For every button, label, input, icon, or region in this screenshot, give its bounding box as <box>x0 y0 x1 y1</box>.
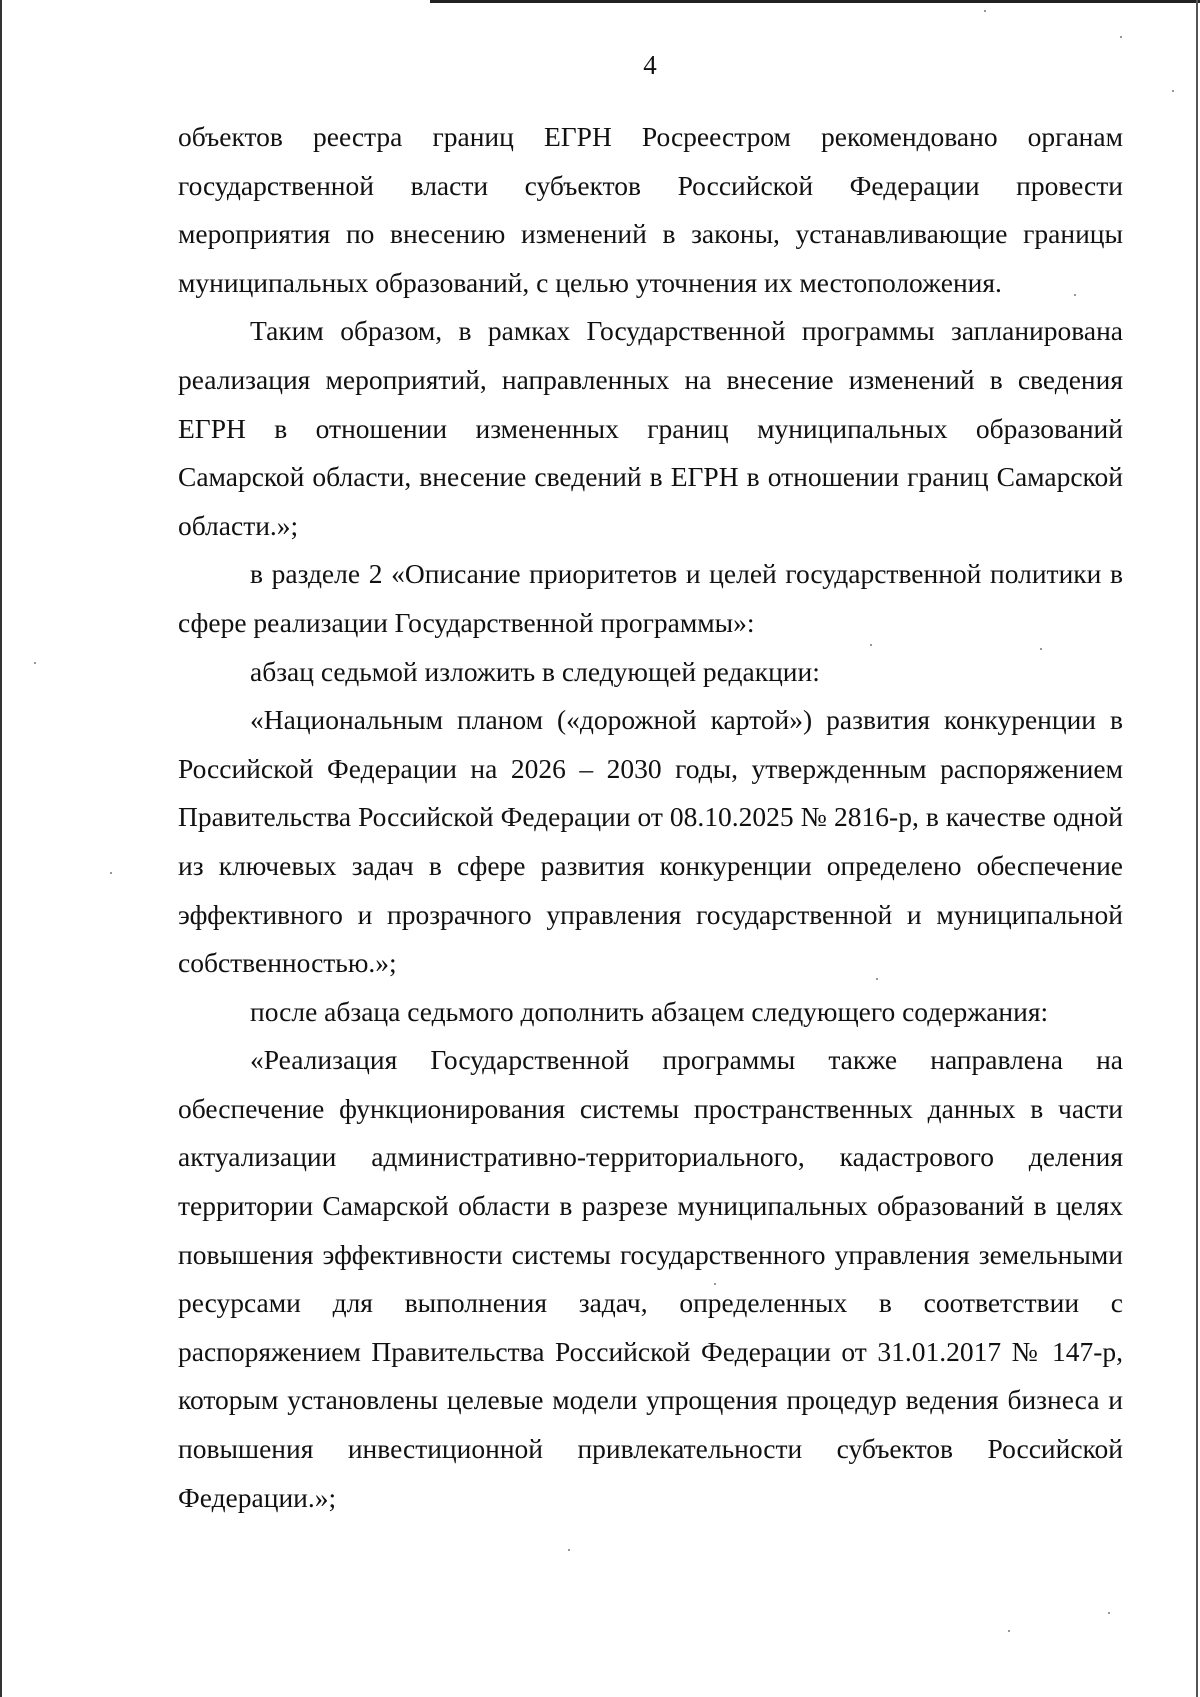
scan-speck <box>1120 36 1122 38</box>
scan-speck <box>876 978 878 980</box>
paragraph-5: «Национальным планом («дорожной картой») развития конкуренции в Российской Федерации на 2026 – 2030 годы, утвержденным распоряжением Правительства Российской Федерации от 08.10.2025 № 2816-р, в качестве одной из ключевых задач в сфере развития конкуренции определено обеспечение эффективного и прозрачного управления государственной и муниципальной собственностью.»; <box>178 704 1123 979</box>
paragraph-6: после абзаца седьмого дополнить абзацем следующего содержания: <box>250 995 1049 1027</box>
scan-speck <box>1008 1630 1010 1632</box>
scan-speck <box>1074 294 1076 296</box>
paragraph-1: объектов реестра границ ЕГРН Росреестром рекомендовано органам государственной власти субъектов Российской Федерации провести мероприятия по внесению изменений в законы, устанавливающие границы муниципальных образований, с целью уточнения их местоположения. <box>178 121 1123 298</box>
scan-speck <box>110 872 112 874</box>
paragraph-3: в разделе 2 «Описание приоритетов и целей государственной политики в сфере реализации Государственной программы»: <box>178 558 1123 638</box>
scan-speck <box>34 662 36 664</box>
scan-speck <box>714 1283 716 1285</box>
scan-right-edge <box>1196 0 1198 1697</box>
paragraph-4: абзац седьмой изложить в следующей редакции: <box>250 655 820 687</box>
document-body <box>178 113 1123 1522</box>
scan-top-edge <box>430 0 1200 3</box>
scan-speck <box>870 644 872 646</box>
scan-speck <box>1040 648 1042 650</box>
scan-speck <box>568 1549 570 1551</box>
paragraph-2: Таким образом, в рамках Государственной программы запланирована реализация мероприятий, направленных на внесение изменений в сведения ЕГРН в отношении измененных границ муниципальных образований Самарской области, внесение сведений в ЕГРН в отношении границ Самарской области.»; <box>178 315 1123 541</box>
scan-speck <box>1172 90 1174 92</box>
scan-left-edge <box>0 0 2 1697</box>
scan-speck <box>1108 1612 1110 1614</box>
scan-speck <box>984 10 986 12</box>
paragraph-7: «Реализация Государственной программы также направлена на обеспечение функционирования системы пространственных данных в части актуализации административно-территориального, кадастрового деления территории Самарской области в разрезе муниципальных образований в целях повышения эффективности системы государственного управления земельными ресурсами для выполнения задач, определенных в соответствии с распоряжением Правительства Российской Федерации от 31.01.2017 № 147-р, которым установлены целевые модели упрощения процедур ведения бизнеса и повышения инвестиционной привлекательности субъектов Российской Федерации.»; <box>178 1044 1123 1513</box>
page-number: 4 <box>643 50 657 80</box>
